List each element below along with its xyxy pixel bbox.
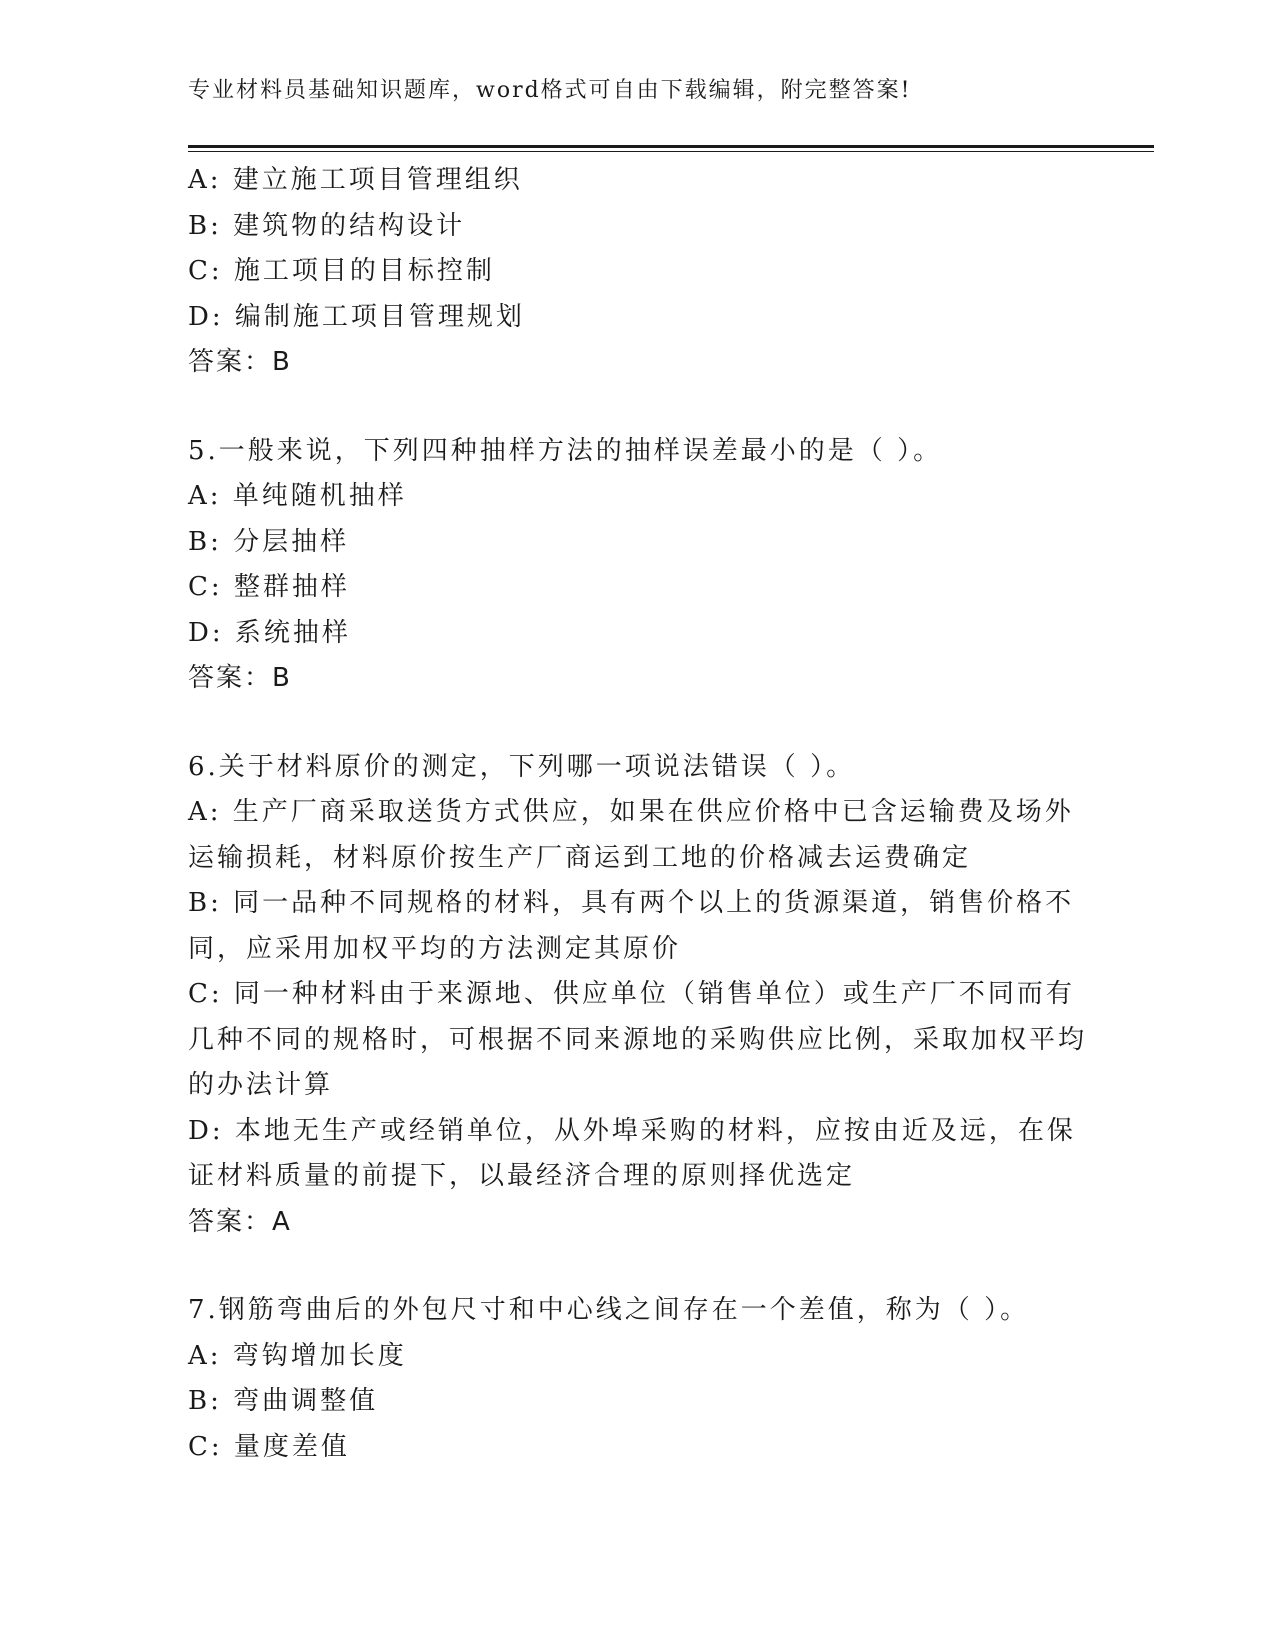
question-7	[188, 1288, 1088, 1470]
answer-line: 答案：A	[188, 1206, 292, 1237]
question-4	[188, 158, 1088, 386]
question-text: 6.关于材料原价的测定，下列哪一项说法错误（ ）。	[188, 751, 856, 782]
option-b: B: 建筑物的结构设计	[188, 210, 466, 241]
question-content	[188, 158, 1088, 1470]
spacer	[188, 1245, 1088, 1288]
answer-line: 答案：B	[188, 663, 292, 693]
option-a: A: 弯钩增加长度	[188, 1340, 407, 1371]
option-b: B: 分层抽样	[188, 526, 350, 557]
option-a: A: 单纯随机抽样	[188, 481, 407, 511]
question-text: 5.一般来说，下列四种抽样方法的抽样误差最小的是（ ）。	[188, 435, 943, 466]
question-text: 7.钢筋弯曲后的外包尺寸和中心线之间存在一个差值，称为（ ）。	[188, 1295, 1030, 1325]
option-c: C: 同一种材料由于来源地、供应单位（销售单位）或生产厂不同而有几种不同的规格时，可根据不同来源地的采购供应比例，采取加权平均的办法计算	[188, 979, 1088, 1100]
option-d: D: 编制施工项目管理规划	[188, 301, 525, 332]
header-divider-thin	[188, 151, 1154, 152]
option-d: D: 本地无生产或经销单位，从外埠采购的材料，应按由近及远，在保证材料质量的前提下，以最经济合理的原则择优选定	[188, 1115, 1076, 1191]
option-c: C: 量度差值	[188, 1431, 350, 1462]
page-header: 专业材料员基础知识题库，word格式可自由下载编辑，附完整答案!	[188, 78, 912, 103]
spacer	[188, 386, 1088, 429]
question-5	[188, 429, 1088, 702]
header-divider-thick	[188, 145, 1154, 148]
option-a: A: 生产厂商采取送货方式供应，如果在供应价格中已含运输费及场外运输损耗，材料原价按生产厂商运到工地的价格减去运费确定	[188, 797, 1074, 873]
question-6	[188, 745, 1088, 1246]
answer-line: 答案：B	[188, 347, 292, 377]
option-c: C: 施工项目的目标控制	[188, 256, 495, 286]
option-a: A: 建立施工项目管理组织	[188, 165, 523, 195]
option-b: B: 弯曲调整值	[188, 1386, 379, 1416]
option-d: D: 系统抽样	[188, 617, 351, 648]
spacer	[188, 702, 1088, 745]
option-b: B: 同一品种不同规格的材料，具有两个以上的货源渠道，销售价格不同，应采用加权平均的方法测定其原价	[188, 888, 1075, 964]
option-c: C: 整群抽样	[188, 572, 350, 602]
